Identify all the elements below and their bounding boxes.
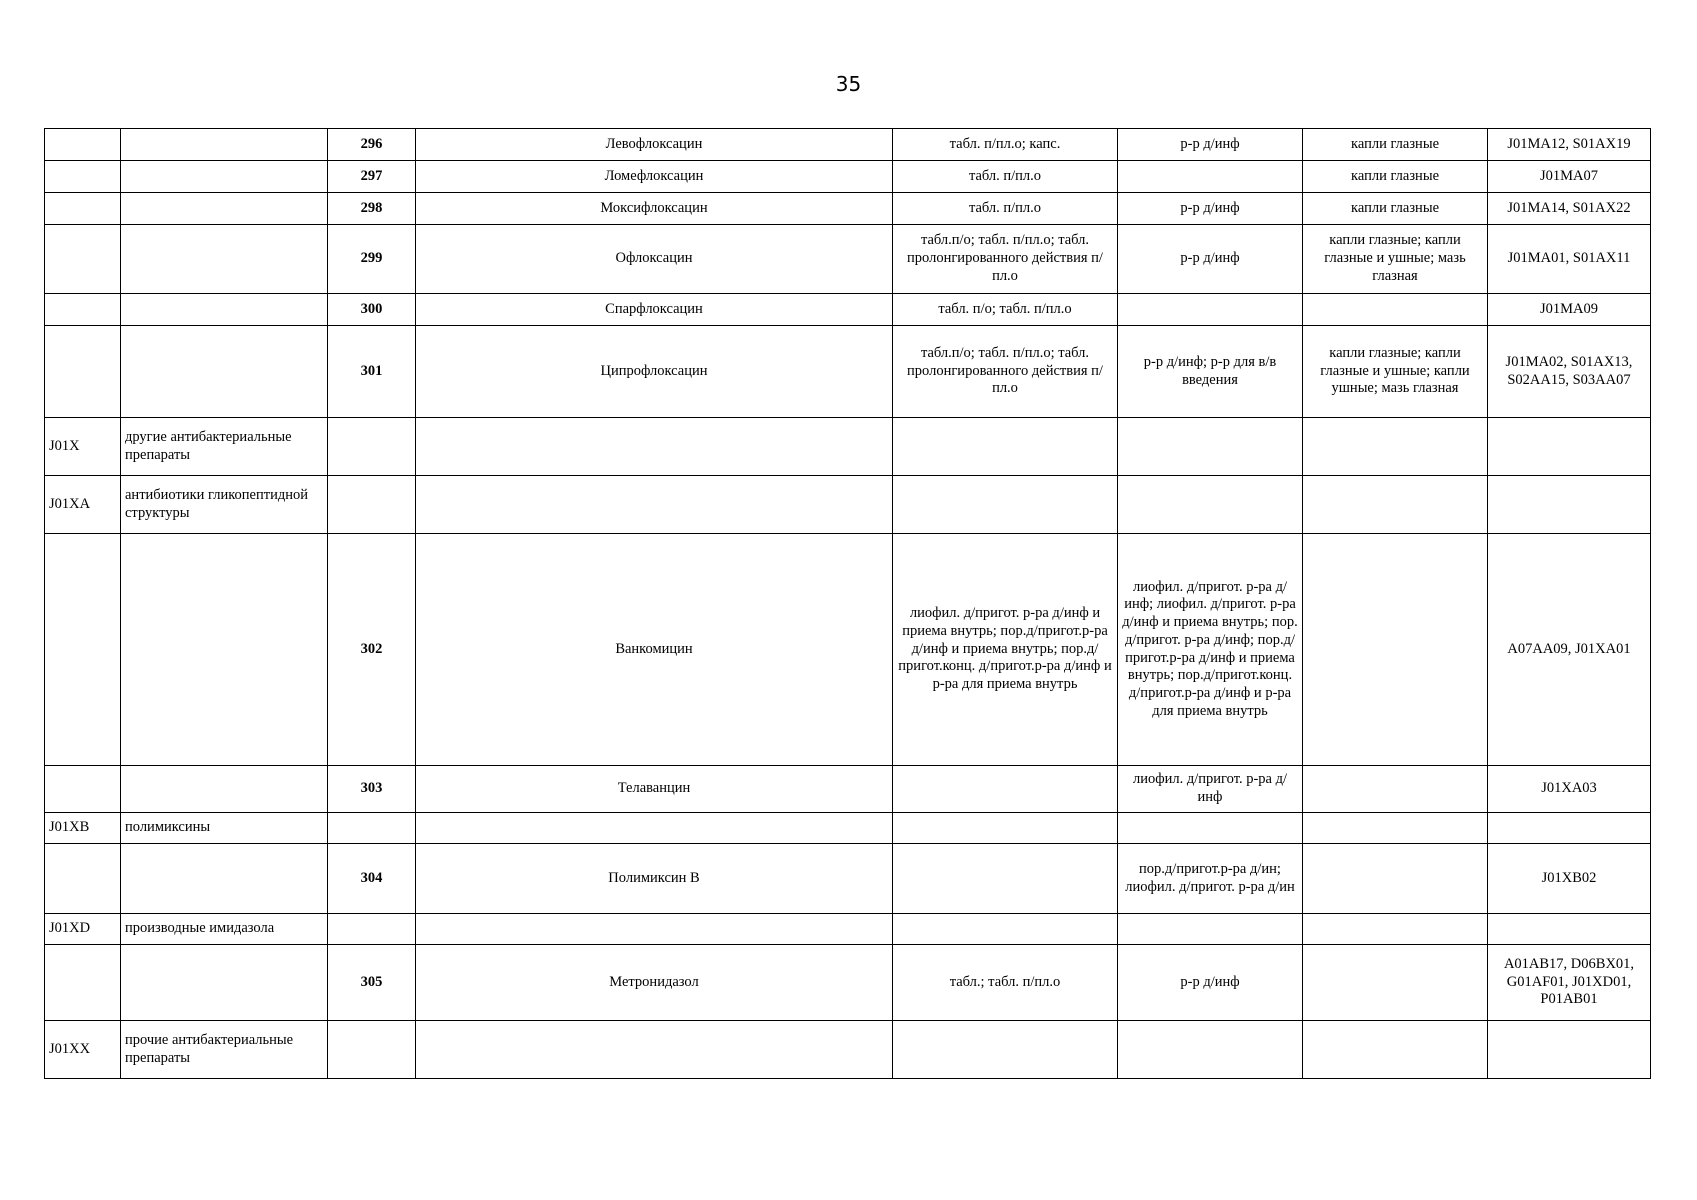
atc-group-name (121, 945, 328, 1021)
dosage-form-other: капли глазные; капли глазные и ушные; капли ушные; мазь глазная (1303, 326, 1488, 418)
dosage-form-other (1303, 418, 1488, 476)
table-row (45, 914, 1651, 945)
dosage-form-other (1303, 1021, 1488, 1079)
dosage-form-oral (893, 813, 1118, 844)
dosage-form-other (1303, 813, 1488, 844)
drug-number: 296 (328, 129, 416, 161)
atc-group-name (121, 193, 328, 225)
drug-number: 305 (328, 945, 416, 1021)
atc-group-code (45, 326, 121, 418)
drug-name (416, 813, 893, 844)
dosage-form-oral (893, 914, 1118, 945)
drug-number: 302 (328, 534, 416, 766)
atc-group-name: прочие антибактериальные препараты (121, 1021, 328, 1079)
atc-group-code (45, 534, 121, 766)
atc-group-name (121, 844, 328, 914)
dosage-form-injection: р-р д/инф (1118, 129, 1303, 161)
atc-group-name: антибиотики гликопептидной структуры (121, 476, 328, 534)
drug-number: 303 (328, 766, 416, 813)
atc-codes (1488, 914, 1651, 945)
drug-name: Ципрофлоксацин (416, 326, 893, 418)
atc-group-code (45, 129, 121, 161)
dosage-form-other: капли глазные (1303, 193, 1488, 225)
dosage-form-injection (1118, 476, 1303, 534)
drug-name: Спарфлоксацин (416, 294, 893, 326)
dosage-form-other: капли глазные; капли глазные и ушные; мазь глазная (1303, 225, 1488, 294)
dosage-form-injection (1118, 418, 1303, 476)
dosage-form-other (1303, 945, 1488, 1021)
drug-number: 300 (328, 294, 416, 326)
dosage-form-other (1303, 294, 1488, 326)
drug-number (328, 914, 416, 945)
atc-group-name: полимиксины (121, 813, 328, 844)
dosage-form-injection (1118, 813, 1303, 844)
atc-codes: J01MA01, S01AX11 (1488, 225, 1651, 294)
table-row (45, 326, 1651, 418)
dosage-form-oral: лиофил. д/пригот. р-ра д/инф и приема внутрь; пор.д/пригот.р-ра д/инф и приема внутрь; пор.д/пригот.конц. д/пригот.р-ра д/инф и р-ра для приема внутрь (893, 534, 1118, 766)
table-row (45, 766, 1651, 813)
drug-number: 299 (328, 225, 416, 294)
table-row (45, 813, 1651, 844)
atc-codes: A01AB17, D06BX01, G01AF01, J01XD01, P01AB01 (1488, 945, 1651, 1021)
atc-group-code: J01XB (45, 813, 121, 844)
atc-group-code: J01XD (45, 914, 121, 945)
dosage-form-other: капли глазные (1303, 161, 1488, 193)
dosage-form-oral: табл. п/о; табл. п/пл.о (893, 294, 1118, 326)
drug-number: 301 (328, 326, 416, 418)
dosage-form-injection (1118, 1021, 1303, 1079)
table-row (45, 129, 1651, 161)
drug-name: Офлоксацин (416, 225, 893, 294)
dosage-form-injection: пор.д/пригот.р-ра д/ин; лиофил. д/пригот. р-ра д/ин (1118, 844, 1303, 914)
table-row (45, 534, 1651, 766)
dosage-form-other (1303, 534, 1488, 766)
dosage-form-injection: р-р д/инф (1118, 945, 1303, 1021)
drug-name: Левофлоксацин (416, 129, 893, 161)
dosage-form-oral: табл. п/пл.о (893, 193, 1118, 225)
drug-name: Моксифлоксацин (416, 193, 893, 225)
table-row (45, 161, 1651, 193)
table-row (45, 1021, 1651, 1079)
table-row (45, 294, 1651, 326)
atc-group-code (45, 161, 121, 193)
page-number: 35 (835, 72, 862, 96)
atc-group-name (121, 326, 328, 418)
dosage-form-oral (893, 476, 1118, 534)
drug-name: Телаванцин (416, 766, 893, 813)
atc-group-name: производные имидазола (121, 914, 328, 945)
dosage-form-other (1303, 476, 1488, 534)
atc-group-code: J01X (45, 418, 121, 476)
dosage-form-oral (893, 418, 1118, 476)
dosage-form-injection: р-р д/инф (1118, 225, 1303, 294)
drug-number (328, 476, 416, 534)
atc-codes: J01MA14, S01AX22 (1488, 193, 1651, 225)
drug-name (416, 476, 893, 534)
dosage-form-other (1303, 914, 1488, 945)
atc-group-name (121, 766, 328, 813)
atc-codes: J01XB02 (1488, 844, 1651, 914)
drug-number: 298 (328, 193, 416, 225)
atc-group-code (45, 193, 121, 225)
atc-group-code (45, 225, 121, 294)
dosage-form-injection (1118, 294, 1303, 326)
drug-name: Ломефлоксацин (416, 161, 893, 193)
drug-name (416, 1021, 893, 1079)
atc-codes: J01MA09 (1488, 294, 1651, 326)
atc-group-code: J01XX (45, 1021, 121, 1079)
dosage-form-injection: р-р д/инф; р-р для в/в введения (1118, 326, 1303, 418)
atc-group-code (45, 844, 121, 914)
drug-name: Ванкомицин (416, 534, 893, 766)
atc-group-code (45, 766, 121, 813)
atc-codes (1488, 813, 1651, 844)
atc-group-code: J01XA (45, 476, 121, 534)
atc-codes: J01XA03 (1488, 766, 1651, 813)
table-row (45, 945, 1651, 1021)
drug-number (328, 1021, 416, 1079)
dosage-form-other (1303, 844, 1488, 914)
dosage-form-oral (893, 844, 1118, 914)
dosage-form-injection (1118, 914, 1303, 945)
drug-table (44, 128, 1651, 1079)
atc-codes: J01MA02, S01AX13, S02AA15, S03AA07 (1488, 326, 1651, 418)
dosage-form-injection: лиофил. д/пригот. р-ра д/инф; лиофил. д/пригот. р-ра д/инф и приема внутрь; пор. д/пригот. р-ра д/инф; пор.д/пригот.р-ра д/инф и приема внутрь; пор.д/пригот.конц. д/пригот.р-ра д/инф и р-ра для приема внутрь (1118, 534, 1303, 766)
atc-codes: J01MA07 (1488, 161, 1651, 193)
atc-group-code (45, 945, 121, 1021)
drug-number: 304 (328, 844, 416, 914)
dosage-form-injection: лиофил. д/пригот. р-ра д/инф (1118, 766, 1303, 813)
drug-number (328, 813, 416, 844)
atc-group-name (121, 294, 328, 326)
atc-codes: J01MA12, S01AX19 (1488, 129, 1651, 161)
drug-name: Полимиксин В (416, 844, 893, 914)
dosage-form-oral (893, 1021, 1118, 1079)
atc-group-name (121, 129, 328, 161)
drug-number (328, 418, 416, 476)
atc-codes (1488, 476, 1651, 534)
atc-group-name (121, 161, 328, 193)
drug-name: Метронидазол (416, 945, 893, 1021)
atc-codes: A07AA09, J01XA01 (1488, 534, 1651, 766)
table-row (45, 225, 1651, 294)
dosage-form-oral: табл. п/пл.о (893, 161, 1118, 193)
dosage-form-oral: табл.п/о; табл. п/пл.о; табл. пролонгированного действия п/пл.о (893, 326, 1118, 418)
dosage-form-injection (1118, 161, 1303, 193)
table-row (45, 418, 1651, 476)
atc-group-name (121, 225, 328, 294)
drug-number: 297 (328, 161, 416, 193)
dosage-form-oral (893, 766, 1118, 813)
atc-group-name: другие антибактериальные препараты (121, 418, 328, 476)
dosage-form-injection: р-р д/инф (1118, 193, 1303, 225)
table-row (45, 844, 1651, 914)
table-row (45, 193, 1651, 225)
dosage-form-other: капли глазные (1303, 129, 1488, 161)
dosage-form-oral: табл.; табл. п/пл.о (893, 945, 1118, 1021)
atc-group-code (45, 294, 121, 326)
drug-name (416, 418, 893, 476)
atc-group-name (121, 534, 328, 766)
dosage-form-oral: табл.п/о; табл. п/пл.о; табл. пролонгированного действия п/пл.о (893, 225, 1118, 294)
drug-name (416, 914, 893, 945)
dosage-form-oral: табл. п/пл.о; капс. (893, 129, 1118, 161)
dosage-form-other (1303, 766, 1488, 813)
table-row (45, 476, 1651, 534)
atc-codes (1488, 418, 1651, 476)
atc-codes (1488, 1021, 1651, 1079)
